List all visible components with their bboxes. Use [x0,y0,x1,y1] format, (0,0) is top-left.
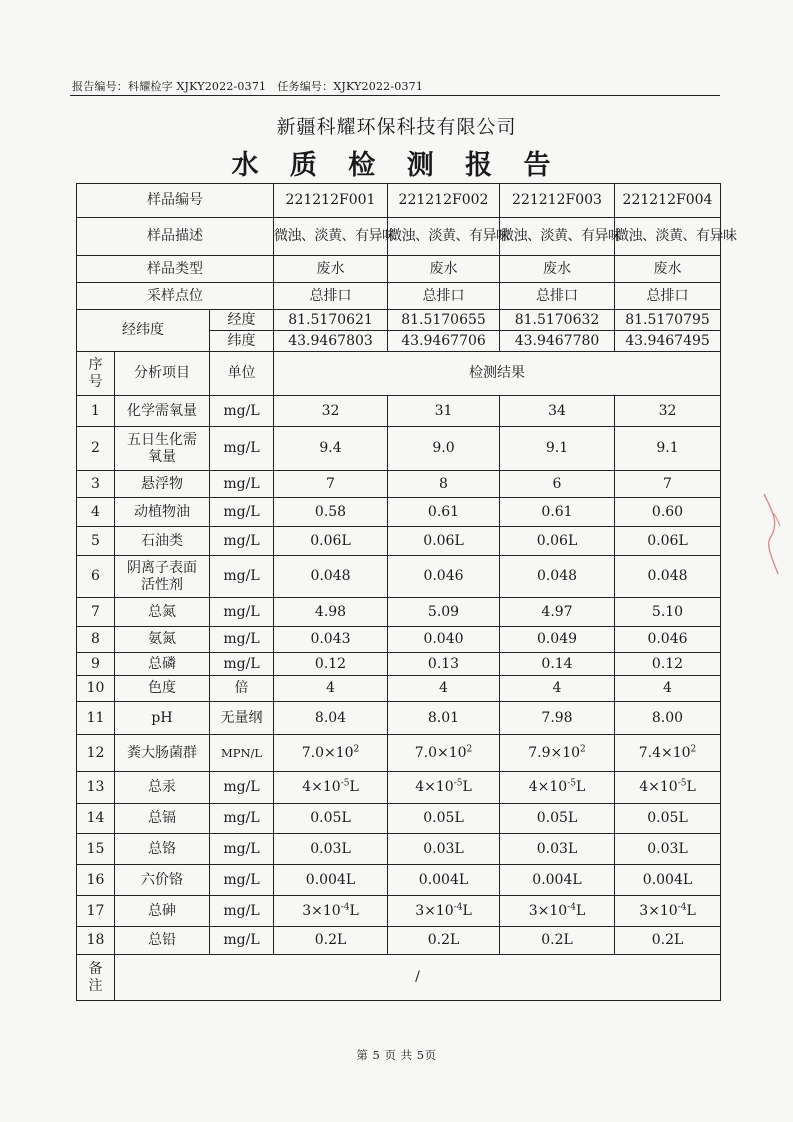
result-value: 0.06L [388,527,500,556]
result-value [274,896,388,927]
unit-cell: mg/L [210,498,274,527]
row-index: 10 [77,676,115,702]
result-suffix: L [575,779,586,795]
result-value: 9.1 [615,427,721,471]
unit-cell: mg/L [210,527,274,556]
row-index: 3 [77,471,115,498]
longitude-row [77,310,721,331]
result-row [77,865,721,896]
sample-desc-row [77,218,721,256]
result-value: 0.14 [500,653,615,676]
sample-type-label: 样品类型 [77,256,274,283]
result-value: 0.004L [500,865,615,896]
analysis-item [115,598,210,627]
unit-cell: mg/L [210,896,274,927]
result-value: 9.4 [274,427,388,471]
result-value: 9.0 [388,427,500,471]
sample-type-row [77,256,721,283]
result-value: 7 [615,471,721,498]
result-suffix: L [349,902,359,919]
result-value: 8.04 [274,702,388,735]
longitude-cell: 81.5170621 [274,310,388,331]
row-index: 18 [77,927,115,955]
result-exponent: -4 [453,901,463,912]
result-suffix: L [349,779,359,795]
remarks-value: / [115,955,721,1001]
result-value: 5.10 [615,598,721,627]
result-value: 0.004L [274,865,388,896]
result-value: 0.048 [500,556,615,598]
analysis-item-line: 总磷 [148,655,176,672]
result-value [615,896,721,927]
analysis-item-line: 总砷 [148,902,176,919]
result-mantissa: 7.0×10 [414,744,467,761]
row-index: 15 [77,834,115,865]
result-value: 0.2L [615,927,721,955]
result-value: 0.12 [274,653,388,676]
result-value: 8.01 [388,702,500,735]
sample-id-label: 样品编号 [77,184,274,218]
analysis-item [115,927,210,955]
row-index: 13 [77,772,115,804]
remarks-label-line: 备 [88,960,103,977]
remarks-row [77,955,721,1001]
row-index: 16 [77,865,115,896]
result-value: 4.97 [500,598,615,627]
results-header-row [77,352,721,396]
unit-cell: mg/L [210,427,274,471]
result-row [77,498,721,527]
result-value: 0.046 [615,627,721,653]
row-index: 8 [77,627,115,653]
result-exponent: -5 [453,778,463,789]
result-mantissa: 4×10 [528,779,568,795]
result-mantissa: 3×10 [528,902,568,919]
result-exponent: -4 [340,901,350,912]
latitude-label: 纬度 [210,331,274,352]
result-value: 0.004L [615,865,721,896]
unit-header: 单位 [210,352,274,396]
unit-cell: mg/L [210,556,274,598]
pen-mark-icon [758,490,786,580]
unit-cell: mg/L [210,865,274,896]
latitude-cell: 43.9467803 [274,331,388,352]
analysis-item [115,653,210,676]
report-no-label: 报告编号： [72,80,128,93]
page-footer: 第 5 页 共 5页 [356,1048,437,1062]
result-row [77,527,721,556]
result-exponent: -5 [677,778,687,789]
longitude-label: 经度 [210,310,274,331]
result-row [77,427,721,471]
sample-type-cell: 废水 [500,256,615,283]
result-value: 0.58 [274,498,388,527]
result-mantissa: 4×10 [302,779,341,795]
latitude-cell: 43.9467780 [500,331,615,352]
result-value [500,735,615,772]
analysis-item-line: 总汞 [148,779,176,795]
result-row [77,598,721,627]
analysis-item-line: 活性剂 [141,576,183,593]
result-value: 4 [500,676,615,702]
task-no-label: 任务编号： [277,80,334,93]
result-value: 0.03L [388,834,500,865]
report-title: 水 质 检 测 报 告 [231,150,562,181]
result-row [77,471,721,498]
result-exponent: 2 [353,743,360,754]
index-header [77,352,115,396]
result-suffix: L [686,779,696,795]
report-no: 科耀检字 XJKY2022-0371 [128,80,267,93]
analysis-item-line: 石油类 [141,532,183,549]
analysis-item-line: 氧量 [148,448,176,465]
result-value: 0.12 [615,653,721,676]
row-index: 4 [77,498,115,527]
sample-site-cell: 总排口 [615,283,721,310]
unit-cell: mg/L [210,804,274,834]
result-value: 0.61 [500,498,615,527]
result-value: 4 [388,676,500,702]
row-index: 17 [77,896,115,927]
analysis-item-line: 粪大肠菌群 [127,744,197,761]
result-value: 0.03L [615,834,721,865]
result-value: 0.048 [615,556,721,598]
result-value: 0.61 [388,498,500,527]
result-row [77,804,721,834]
result-value: 4 [274,676,388,702]
analysis-item-line: 五日生化需 [127,431,197,448]
sample-id-cell: 221212F001 [274,184,388,218]
result-value: 7 [274,471,388,498]
result-value [388,735,500,772]
result-mantissa: 3×10 [302,902,341,919]
sample-desc-cell: 微浊、淡黄、有异味 [274,218,388,256]
result-value: 0.05L [500,804,615,834]
result-header: 检测结果 [274,352,721,396]
analysis-item-line: 六价铬 [141,871,183,888]
result-suffix: L [462,902,472,919]
result-value: 0.60 [615,498,721,527]
latitude-cell: 43.9467495 [615,331,721,352]
analysis-item [115,627,210,653]
result-exponent: 2 [690,743,697,754]
unit-cell: MPN/L [210,735,274,772]
result-value: 0.05L [615,804,721,834]
sample-site-row [77,283,721,310]
analysis-item-line: 总铅 [148,932,176,948]
result-row [77,735,721,772]
analysis-item-line: 悬浮物 [141,475,183,492]
result-row [77,627,721,653]
analysis-item [115,772,210,804]
result-exponent: -4 [567,901,576,912]
analysis-item [115,527,210,556]
unit-cell: 倍 [210,676,274,702]
item-header: 分析项目 [115,352,210,396]
result-row [77,772,721,804]
unit-cell: mg/L [210,772,274,804]
unit-cell: 无量纲 [210,702,274,735]
header-rule [70,95,720,96]
result-value: 34 [500,396,615,427]
sample-desc-cell: 微浊、淡黄、有异味 [615,218,721,256]
sample-id-cell: 221212F002 [388,184,500,218]
result-row [77,702,721,735]
result-value: 4 [615,676,721,702]
analysis-item [115,471,210,498]
unit-cell: mg/L [210,471,274,498]
row-index: 1 [77,396,115,427]
analysis-item-line: 氨氮 [148,631,176,647]
result-value: 0.06L [615,527,721,556]
result-mantissa: 3×10 [639,902,678,919]
result-value: 0.004L [388,865,500,896]
result-value: 32 [615,396,721,427]
sample-id-cell: 221212F004 [615,184,721,218]
sample-id-row [77,184,721,218]
result-value [274,735,388,772]
result-value [500,772,615,804]
analysis-item [115,556,210,598]
remarks-label-line: 注 [88,977,103,994]
analysis-item-line: 总铬 [148,840,176,857]
sample-id-cell: 221212F003 [500,184,615,218]
result-row [77,676,721,702]
unit-cell: mg/L [210,598,274,627]
result-mantissa: 3×10 [415,902,454,919]
result-value: 0.06L [500,527,615,556]
remarks-label [77,955,115,1001]
analysis-item-line: 总氮 [148,603,176,620]
result-value: 0.2L [274,927,388,955]
result-row [77,653,721,676]
row-index: 14 [77,804,115,834]
task-no: XJKY2022-0371 [333,80,424,93]
result-exponent: -5 [340,778,350,789]
result-value: 6 [500,471,615,498]
result-value [274,772,388,804]
result-mantissa: 7.0×10 [301,744,354,761]
analysis-item [115,427,210,471]
analysis-item [115,676,210,702]
unit-cell: mg/L [210,396,274,427]
result-value: 0.2L [500,927,615,955]
analysis-item-line: 阴离子表面 [127,559,197,576]
longitude-cell: 81.5170655 [388,310,500,331]
result-value: 0.06L [274,527,388,556]
result-value: 0.046 [388,556,500,598]
result-exponent: 2 [466,743,473,754]
result-value [388,772,500,804]
result-row [77,927,721,955]
result-suffix: L [686,902,696,919]
result-value [500,896,615,927]
coord-label: 经纬度 [77,310,210,352]
row-index: 12 [77,735,115,772]
result-mantissa: 4×10 [415,779,454,795]
analysis-item-line: 总镉 [148,810,176,826]
analysis-item-line: 色度 [148,680,176,696]
result-exponent: -5 [567,778,576,789]
result-value: 0.03L [500,834,615,865]
analysis-item [115,702,210,735]
company-name: 新疆科耀环保科技有限公司 [276,116,517,138]
result-value: 0.05L [388,804,500,834]
result-value: 7.98 [500,702,615,735]
analysis-item [115,498,210,527]
sample-type-cell: 废水 [274,256,388,283]
unit-cell: mg/L [210,627,274,653]
sample-desc-cell: 微浊、淡黄、有异味 [388,218,500,256]
row-index: 11 [77,702,115,735]
result-value: 8 [388,471,500,498]
result-value: 0.049 [500,627,615,653]
latitude-cell: 43.9467706 [388,331,500,352]
result-mantissa: 7.4×10 [638,744,691,761]
result-value: 0.043 [274,627,388,653]
sample-site-cell: 总排口 [274,283,388,310]
result-row [77,556,721,598]
result-value: 0.040 [388,627,500,653]
report-table [76,183,737,1001]
result-value: 0.13 [388,653,500,676]
analysis-item [115,804,210,834]
analysis-item [115,735,210,772]
sample-desc-cell: 微浊、淡黄、有异味 [500,218,615,256]
analysis-item [115,865,210,896]
index-header-line: 号 [88,373,103,390]
analysis-item-line: 动植物油 [134,503,190,520]
unit-cell: mg/L [210,834,274,865]
sample-type-cell: 废水 [388,256,500,283]
row-index: 9 [77,653,115,676]
sample-desc-label: 样品描述 [77,218,274,256]
result-exponent: 2 [580,743,586,754]
result-mantissa: 7.9×10 [528,744,581,761]
result-value [615,735,721,772]
result-value: 9.1 [500,427,615,471]
row-index: 6 [77,556,115,598]
unit-cell: mg/L [210,927,274,955]
result-exponent: -4 [677,901,687,912]
analysis-item-line: pH [151,709,173,726]
result-value: 31 [388,396,500,427]
result-suffix: L [462,779,472,795]
longitude-cell: 81.5170632 [500,310,615,331]
result-mantissa: 4×10 [639,779,678,795]
analysis-item [115,896,210,927]
result-value [388,896,500,927]
result-row [77,396,721,427]
result-suffix: L [575,902,586,919]
result-value: 5.09 [388,598,500,627]
result-value [615,772,721,804]
analysis-item [115,834,210,865]
sample-site-cell: 总排口 [388,283,500,310]
analysis-item-line: 化学需氧量 [127,402,197,419]
result-value: 0.048 [274,556,388,598]
longitude-cell: 81.5170795 [615,310,721,331]
result-value: 0.05L [274,804,388,834]
report-header-line [72,78,423,94]
index-header-line: 序 [88,356,103,373]
result-value: 4.98 [274,598,388,627]
analysis-item [115,396,210,427]
unit-cell: mg/L [210,653,274,676]
result-value: 32 [274,396,388,427]
result-row [77,896,721,927]
result-value: 0.2L [388,927,500,955]
sample-type-cell: 废水 [615,256,721,283]
sample-site-label: 采样点位 [77,283,274,310]
result-value: 0.03L [274,834,388,865]
row-index: 7 [77,598,115,627]
result-value: 8.00 [615,702,721,735]
row-index: 2 [77,427,115,471]
result-row [77,834,721,865]
sample-site-cell: 总排口 [500,283,615,310]
row-index: 5 [77,527,115,556]
